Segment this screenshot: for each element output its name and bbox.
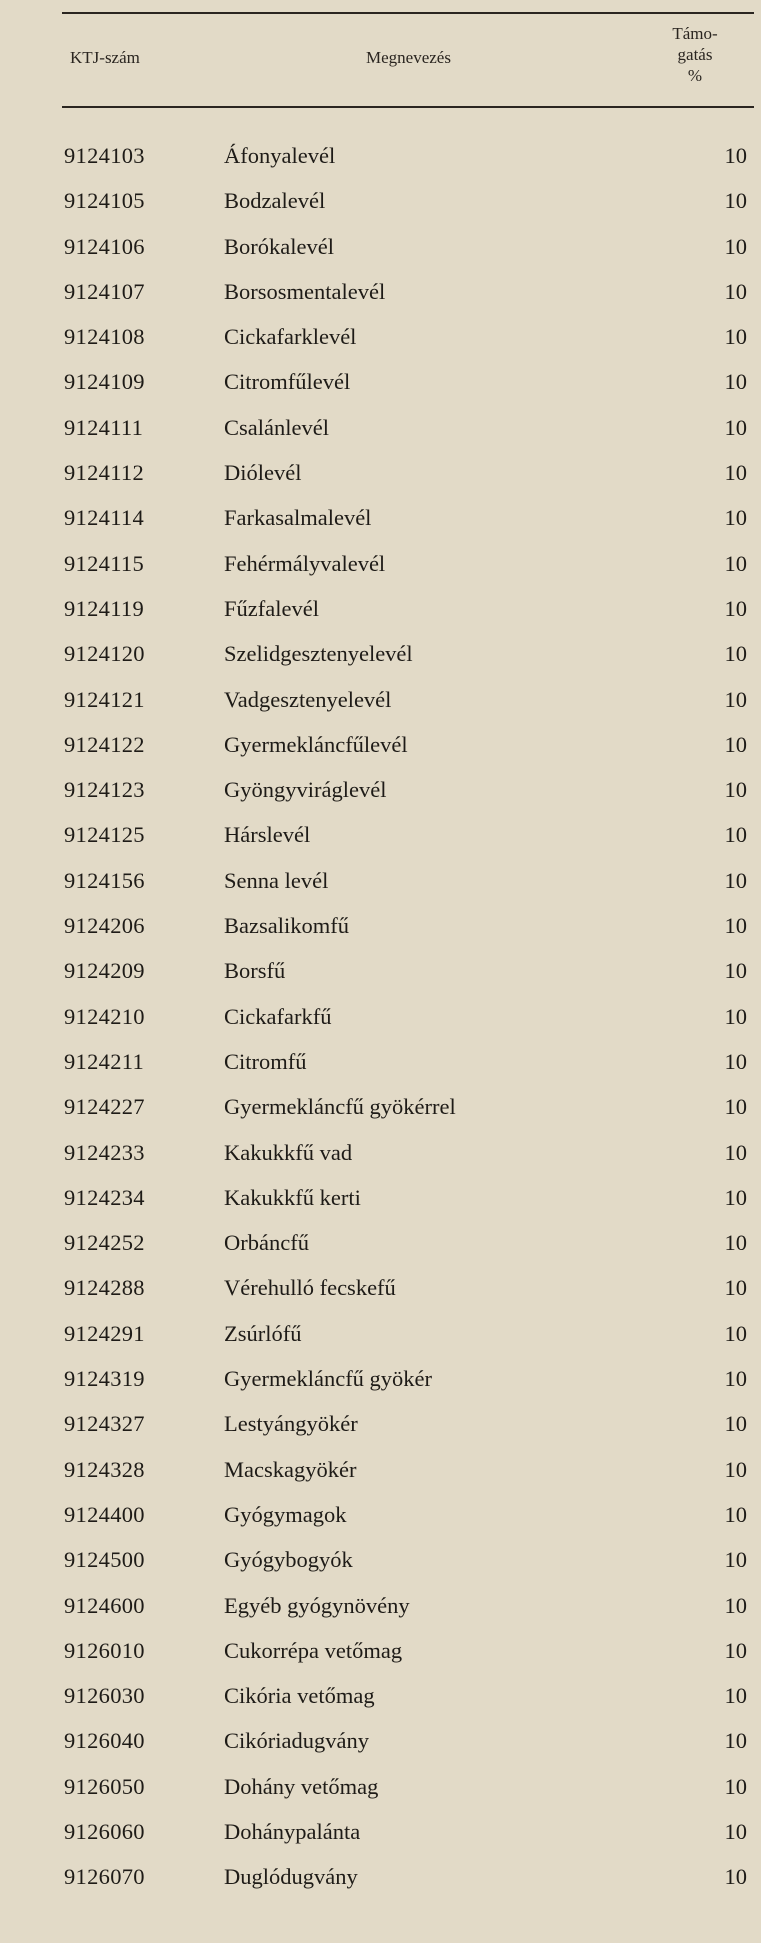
item-name: Vérehulló fecskefű: [224, 1275, 396, 1301]
item-name: Orbáncfű: [224, 1230, 309, 1256]
ktj-code: 9126040: [64, 1728, 145, 1754]
support-percent: 10: [724, 822, 747, 848]
ktj-code: 9124123: [64, 777, 145, 803]
support-percent: 10: [724, 595, 747, 621]
table-row: [0, 1266, 761, 1311]
table-row: [0, 723, 761, 768]
column-header-support: [660, 23, 730, 86]
ktj-code: 9126030: [64, 1683, 145, 1709]
table-row: [0, 1674, 761, 1719]
item-name: Borsosmentalevél: [224, 278, 386, 304]
support-percent: 10: [724, 233, 747, 259]
ktj-code: 9124206: [64, 913, 145, 939]
table-row: [0, 315, 761, 360]
support-percent: 10: [724, 278, 747, 304]
item-name: Macskagyökér: [224, 1456, 357, 1482]
item-name: Bodzalevél: [224, 188, 326, 214]
table-row: [0, 496, 761, 541]
support-percent: 10: [724, 505, 747, 531]
table-row: [0, 1040, 761, 1085]
item-name: Bazsalikomfű: [224, 913, 349, 939]
table-row: [0, 813, 761, 858]
ktj-code: 9124115: [64, 550, 145, 576]
support-percent: 10: [724, 1637, 747, 1663]
ktj-code: 9124328: [64, 1456, 145, 1482]
ktj-code: 9124234: [64, 1184, 145, 1210]
table-row: [0, 134, 761, 179]
ktj-code: 9124227: [64, 1094, 145, 1120]
ktj-code: 9124500: [64, 1547, 145, 1573]
item-name: Lestyángyökér: [224, 1411, 358, 1437]
support-percent: 10: [724, 686, 747, 712]
support-percent: 10: [724, 460, 747, 486]
ktj-code: 9124122: [64, 731, 145, 757]
item-name: Zsúrlófű: [224, 1320, 302, 1346]
table-row: [0, 1448, 761, 1493]
table-row: [0, 1085, 761, 1130]
support-percent: 10: [724, 369, 747, 395]
item-name: Kakukkfű vad: [224, 1139, 353, 1165]
ktj-code: 9124125: [64, 822, 145, 848]
item-name: Citromfűlevél: [224, 369, 351, 395]
table-row: [0, 859, 761, 904]
item-name: Fűzfalevél: [224, 595, 319, 621]
table-row: [0, 360, 761, 405]
header-bottom-rule: [62, 106, 754, 108]
item-name: Gyermekláncfű gyökérrel: [224, 1094, 456, 1120]
support-percent: 10: [724, 1366, 747, 1392]
item-name: Áfonyalevél: [224, 143, 336, 168]
item-name: Egyéb gyógynövény: [224, 1592, 410, 1618]
table-row: [0, 632, 761, 677]
support-percent: 10: [724, 188, 747, 214]
table-row: [0, 179, 761, 224]
table-row: [0, 1176, 761, 1221]
item-name: Gyermekláncfű gyökér: [224, 1366, 433, 1392]
table-row: [0, 1493, 761, 1538]
ktj-code: 9124107: [64, 278, 145, 304]
table-row: [0, 995, 761, 1040]
support-percent: 10: [724, 1048, 747, 1074]
support-percent: 10: [724, 550, 747, 576]
ktj-code: 9126070: [64, 1864, 145, 1890]
support-percent: 10: [724, 143, 747, 168]
support-percent: 10: [724, 1411, 747, 1437]
ktj-code: 9124120: [64, 641, 145, 667]
column-header-support-line3: %: [687, 66, 703, 85]
ktj-code: 9124119: [64, 595, 145, 621]
ktj-code: 9124288: [64, 1275, 145, 1301]
column-header-name: Megnevezés: [366, 48, 451, 67]
support-percent: 10: [724, 1320, 747, 1346]
item-name: Gyógymagok: [224, 1501, 347, 1527]
table-row: [0, 1810, 761, 1855]
support-percent: 10: [724, 867, 747, 893]
table-row: [0, 768, 761, 813]
support-percent: 10: [724, 1094, 747, 1120]
item-name: Gyöngyviráglevél: [224, 777, 387, 803]
table-row: [0, 1221, 761, 1266]
item-name: Cukorrépa vetőmag: [224, 1637, 403, 1663]
table-row: [0, 1538, 761, 1583]
ktj-code: 9124121: [64, 686, 145, 712]
support-percent: 10: [724, 414, 747, 440]
column-header-support-line2: gatás: [677, 45, 713, 64]
item-name: Hárslevél: [224, 822, 311, 848]
table-row: [0, 1765, 761, 1810]
table-row: [0, 1131, 761, 1176]
support-percent: 10: [724, 1547, 747, 1573]
ktj-code: 9124252: [64, 1230, 145, 1256]
item-name: Vadgesztenyelevél: [224, 686, 392, 712]
table-row: [0, 1719, 761, 1764]
table-row: [0, 1402, 761, 1447]
support-percent: 10: [724, 1275, 747, 1301]
ktj-code: 9124103: [64, 143, 145, 168]
table-row: [0, 270, 761, 315]
support-percent: 10: [724, 1139, 747, 1165]
support-percent: 10: [724, 777, 747, 803]
ktj-code: 9124114: [64, 505, 145, 531]
ktj-code: 9124108: [64, 324, 145, 350]
support-percent: 10: [724, 1818, 747, 1844]
table-row: [0, 1357, 761, 1402]
ktj-code: 9124319: [64, 1366, 145, 1392]
header-top-rule: [62, 12, 754, 14]
item-name: Gyermekláncfűlevél: [224, 731, 408, 757]
ktj-code: 9124209: [64, 958, 145, 984]
support-percent: 10: [724, 731, 747, 757]
table-row: [0, 1584, 761, 1629]
item-name: Diólevél: [224, 460, 302, 486]
ktj-code: 9124600: [64, 1592, 145, 1618]
item-name: Cickafarkfű: [224, 1003, 332, 1029]
support-percent: 10: [724, 324, 747, 350]
table-row: [0, 1855, 761, 1900]
ktj-code: 9124156: [64, 867, 145, 893]
ktj-code: 9126010: [64, 1637, 145, 1663]
item-name: Dohánypalánta: [224, 1818, 361, 1844]
support-percent: 10: [724, 913, 747, 939]
table-row: [0, 225, 761, 270]
support-percent: 10: [724, 1230, 747, 1256]
table-row: [0, 406, 761, 451]
item-name: Szelidgesztenyelevél: [224, 641, 413, 667]
ktj-code: 9124112: [64, 460, 145, 486]
item-name: Fehérmályvalevél: [224, 550, 386, 576]
table-row: [0, 904, 761, 949]
item-name: Csalánlevél: [224, 414, 329, 440]
support-percent: 10: [724, 1003, 747, 1029]
column-header-code: KTJ-szám: [70, 48, 140, 67]
ktj-code: 9124105: [64, 188, 145, 214]
item-name: Farkasalmalevél: [224, 505, 372, 531]
ktj-code: 9124111: [64, 414, 144, 440]
ktj-code: 9124233: [64, 1139, 145, 1165]
item-name: Gyógybogyók: [224, 1547, 353, 1573]
item-name: Dohány vetőmag: [224, 1773, 379, 1799]
item-name: Cikória vetőmag: [224, 1683, 375, 1709]
support-percent: 10: [724, 1683, 747, 1709]
support-percent: 10: [724, 1592, 747, 1618]
table-row: [0, 451, 761, 496]
support-percent: 10: [724, 958, 747, 984]
support-percent: 10: [724, 1184, 747, 1210]
item-name: Citromfű: [224, 1048, 307, 1074]
ktj-code: 9124210: [64, 1003, 145, 1029]
table-row: [0, 949, 761, 994]
item-name: Kakukkfű kerti: [224, 1184, 361, 1210]
table-row: [0, 587, 761, 632]
ktj-code: 9124109: [64, 369, 145, 395]
item-name: Senna levél: [224, 867, 329, 893]
item-name: Duglódugvány: [224, 1864, 358, 1890]
support-percent: 10: [724, 1864, 747, 1890]
ktj-code: 9124211: [64, 1048, 145, 1074]
item-name: Cickafarklevél: [224, 324, 357, 350]
support-percent: 10: [724, 1728, 747, 1754]
ktj-code: 9126050: [64, 1773, 145, 1799]
item-name: Borókalevél: [224, 233, 334, 259]
table-row: [0, 1312, 761, 1357]
support-percent: 10: [724, 1501, 747, 1527]
table-row: [0, 678, 761, 723]
support-percent: 10: [724, 1773, 747, 1799]
column-header-support-line1: Támo-: [672, 24, 718, 43]
support-percent: 10: [724, 1456, 747, 1482]
ktj-code: 9124291: [64, 1320, 145, 1346]
table-row: [0, 542, 761, 587]
support-percent: 10: [724, 641, 747, 667]
item-name: Borsfű: [224, 958, 286, 984]
ktj-code: 9124106: [64, 233, 145, 259]
ktj-code: 9124327: [64, 1411, 145, 1437]
item-name: Cikóriadugvány: [224, 1728, 369, 1754]
product-table: [0, 134, 761, 1901]
table-row: [0, 1629, 761, 1674]
ktj-code: 9124400: [64, 1501, 145, 1527]
ktj-code: 9126060: [64, 1818, 145, 1844]
